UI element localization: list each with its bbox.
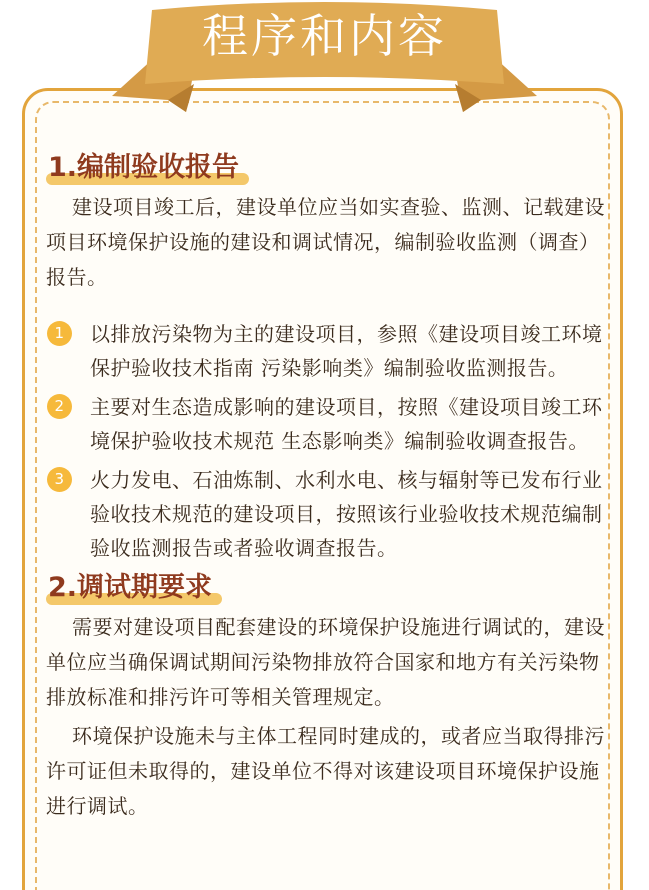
list-item-text: 以排放污染物为主的建设项目，参照《建设项目竣工环境保护验收技术指南 污染影响类》编制验收监测报告。: [90, 322, 603, 380]
section1-intro: 建设项目竣工后，建设单位应当如实查验、监测、记载建设项目环境保护设施的建设和调试情况，编制验收监测（调查）报告。: [46, 195, 605, 289]
section1-heading-wrap: [46, 150, 606, 186]
section1-heading: 1.编制验收报告: [46, 150, 245, 186]
number-badge: 3: [47, 467, 72, 492]
section2-paragraph-1: 需要对建设项目配套建设的环境保护设施进行调试的，建设单位应当确保调试期间污染物排放符合国家和地方有关污染物排放标准和排污许可等相关管理规定。: [46, 615, 605, 709]
number-badge: 2: [47, 394, 72, 419]
section2-heading-wrap: [46, 570, 606, 606]
list-item: [46, 390, 606, 458]
list-item: [46, 317, 606, 385]
page-title: 程序和内容: [202, 9, 447, 63]
section1-list: [46, 317, 606, 565]
number-badge: 1: [47, 321, 72, 346]
section2-paragraph-2: 环境保护设施未与主体工程同时建成的，或者应当取得排污许可证但未取得的，建设单位不得对该建设项目环境保护设施进行调试。: [46, 724, 605, 818]
list-item-text: 主要对生态造成影响的建设项目，按照《建设项目竣工环境保护验收技术规范 生态影响类》编制验收调查报告。: [90, 395, 603, 453]
list-item: [46, 463, 606, 565]
section2-heading: 2.调试期要求: [46, 570, 218, 606]
list-item-text: 火力发电、石油炼制、水利水电、核与辐射等已发布行业验收技术规范的建设项目，按照该行业验收技术规范编制验收监测报告或者验收调查报告。: [90, 468, 603, 560]
main-content: [46, 150, 606, 824]
